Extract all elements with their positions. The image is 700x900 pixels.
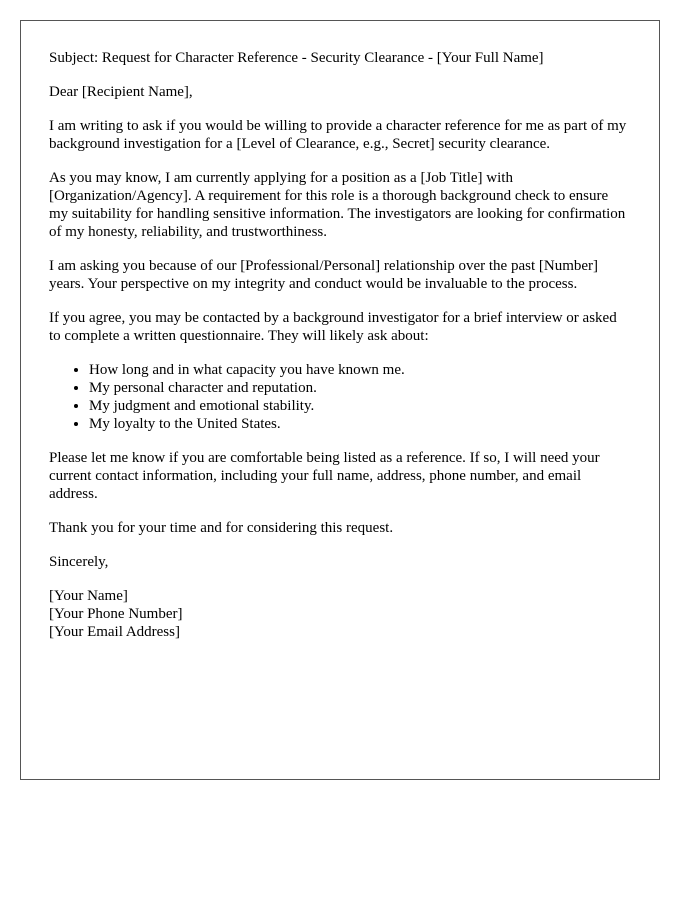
body-paragraph-2: As you may know, I am currently applying for a position as a [Job Title] with [Organization/Agency]. A requirement for this role is a thorough background check to ensure my suitability for handling sensitive information. The investigators are looking for confirmation of my honesty, reliability, and trustworthiness. — [49, 170, 626, 240]
list-item: • How long and in what capacity you have known me. — [89, 361, 631, 379]
list-item: • My loyalty to the United States. — [89, 415, 631, 433]
list-item: • My personal character and reputation. — [89, 379, 631, 397]
body-paragraph-5: Please let me know if you are comfortable being listed as a reference. If so, I will need your current contact information, including your full name, address, phone number, and email address. — [49, 450, 600, 502]
subject-line: Subject: Request for Character Reference - Security Clearance - [Your Full Name] — [49, 50, 544, 66]
body-paragraph-4: If you agree, you may be contacted by a background investigator for a brief interview or asked to complete a written questionnaire. They will likely ask about: — [49, 310, 617, 344]
signature-block — [49, 587, 631, 641]
closing: Sincerely, — [49, 554, 109, 570]
topics-list — [49, 361, 631, 433]
list-item: • My judgment and emotional stability. — [89, 397, 631, 415]
signature-email: [Your Email Address] — [49, 624, 180, 640]
salutation: Dear [Recipient Name], — [49, 84, 193, 100]
body-paragraph-6: Thank you for your time and for considering this request. — [49, 520, 394, 536]
body-paragraph-3: I am asking you because of our [Professional/Personal] relationship over the past [Number] years. Your perspective on my integrity and conduct would be invaluable to the process. — [49, 258, 599, 292]
signature-name: [Your Name] — [49, 588, 128, 604]
letter-document — [20, 20, 660, 780]
signature-phone: [Your Phone Number] — [49, 606, 183, 622]
body-paragraph-1: I am writing to ask if you would be willing to provide a character reference for me as part of my background investigation for a [Level of Clearance, e.g., Secret] security clearance. — [49, 118, 627, 152]
